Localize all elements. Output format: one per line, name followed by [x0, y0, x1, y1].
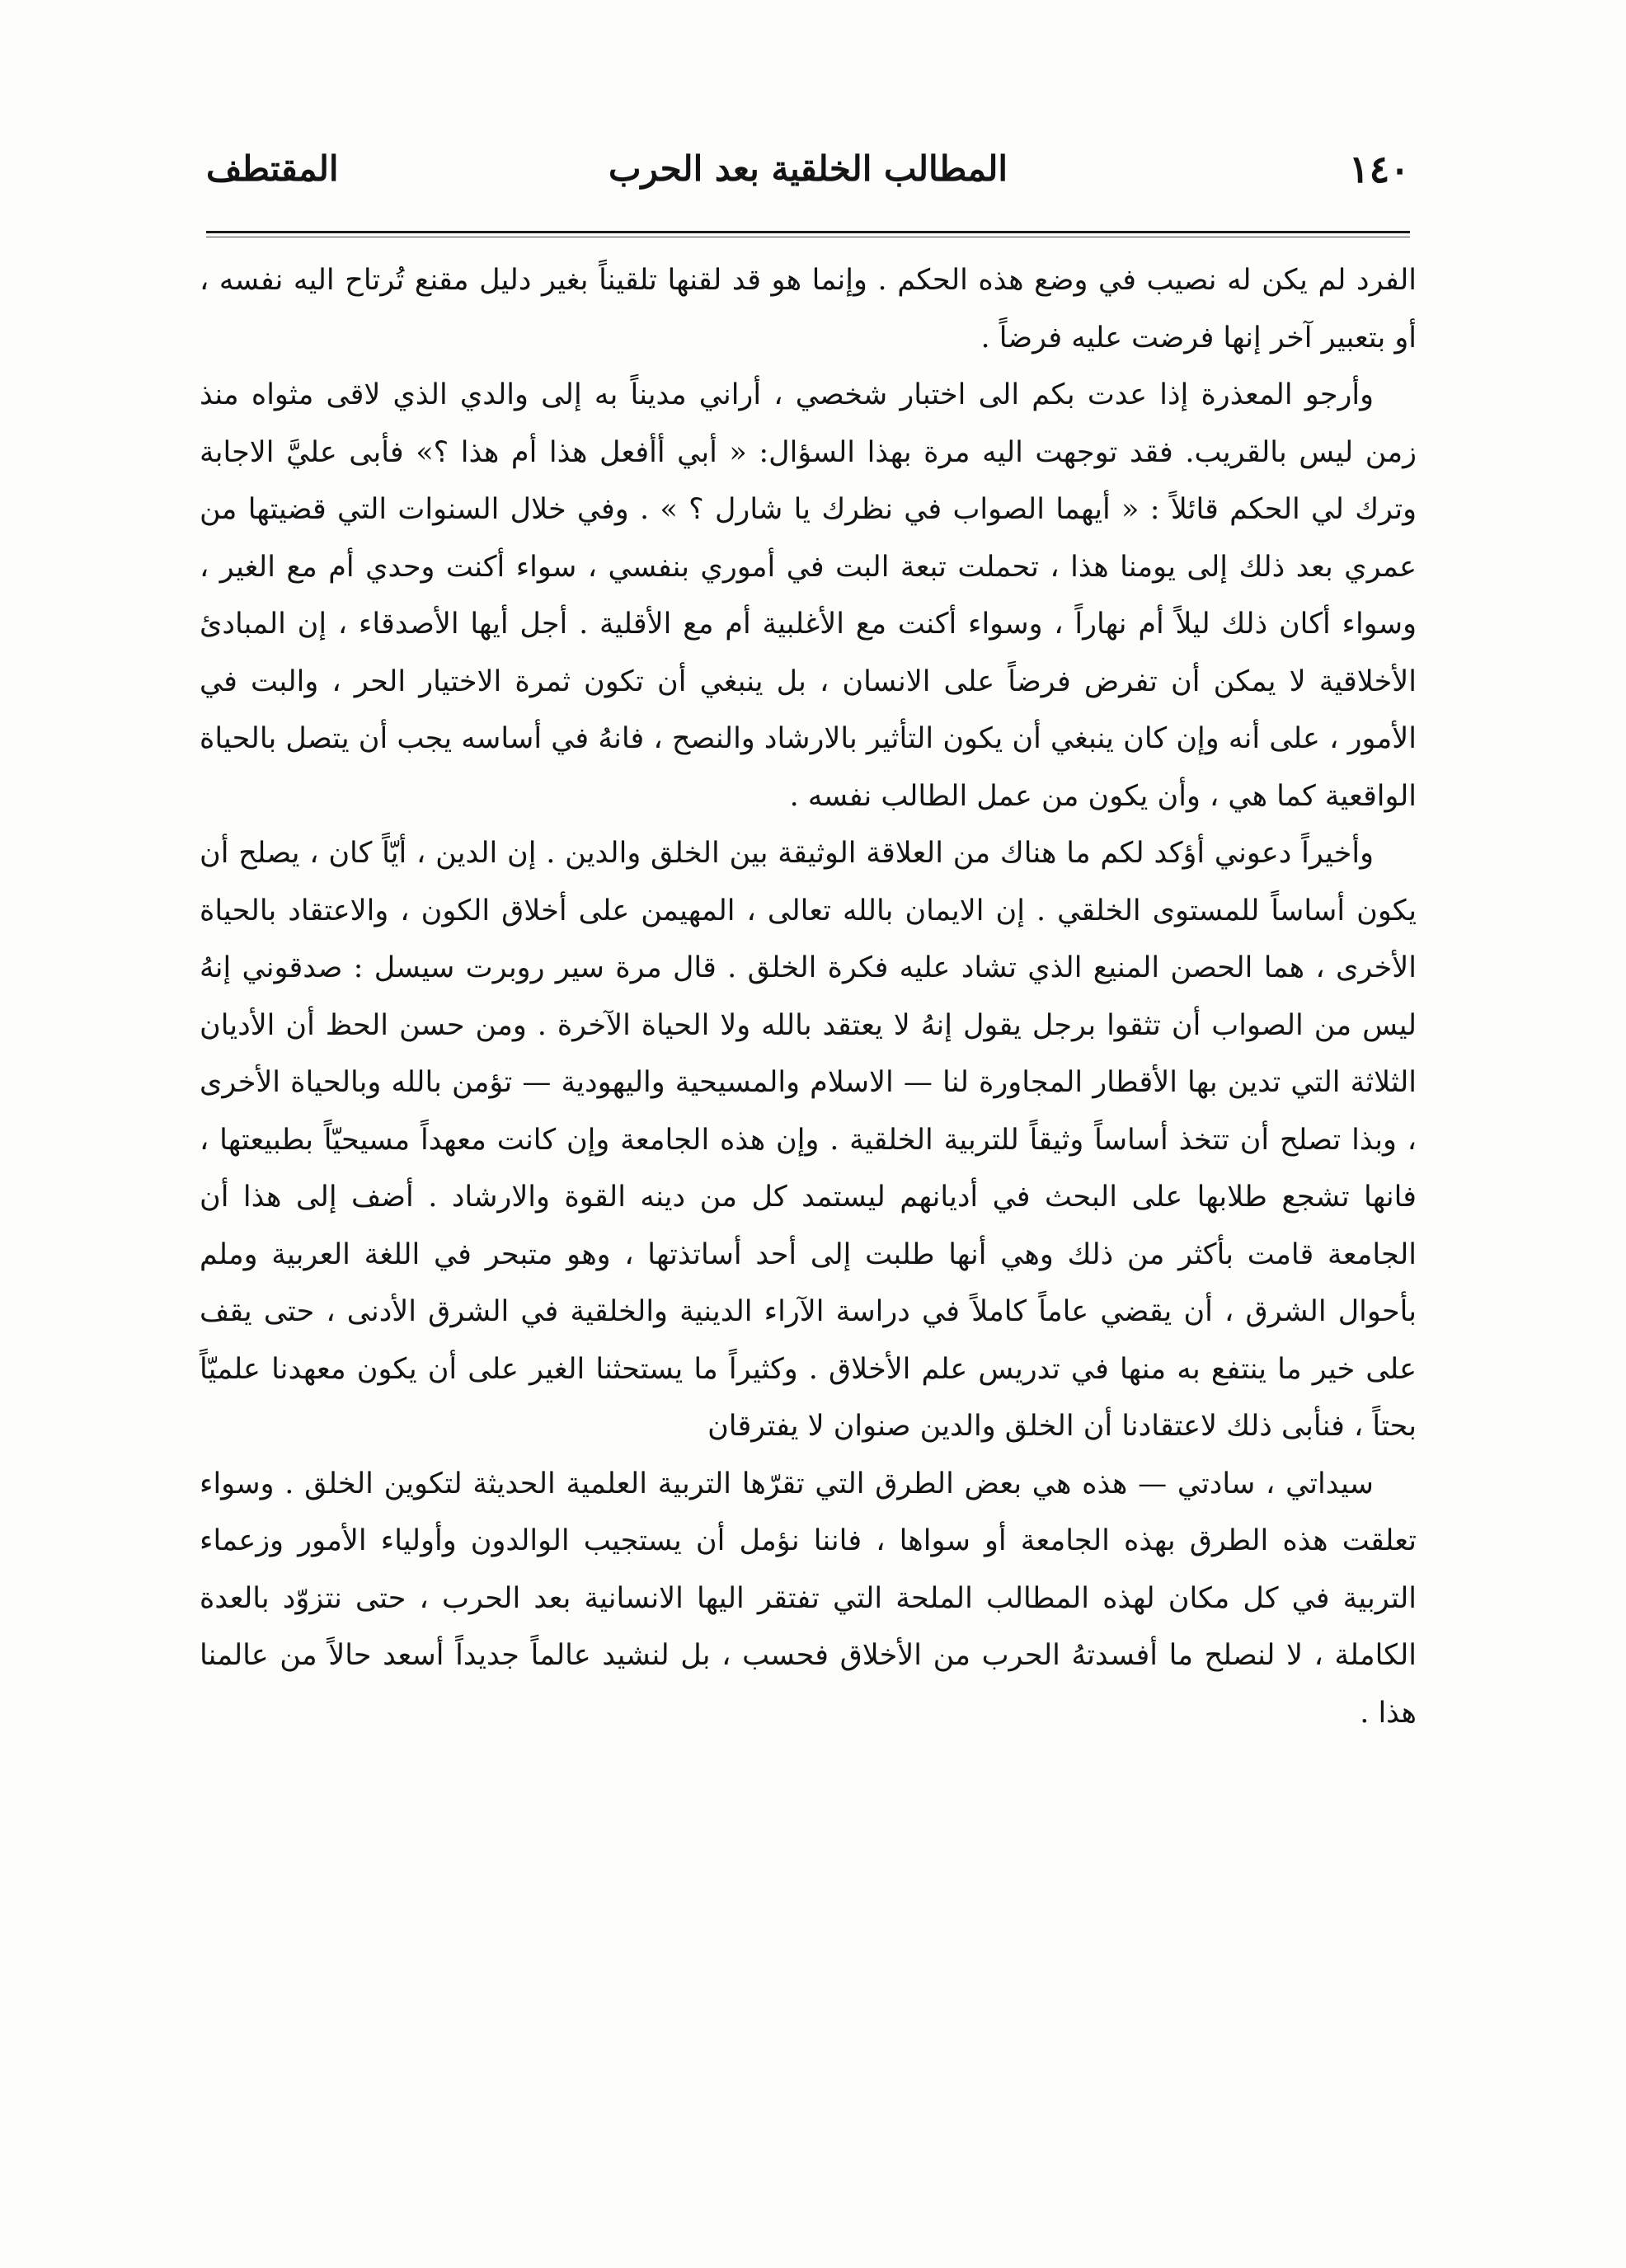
paragraph-1: الفرد لم يكن له نصيب في وضع هذه الحكم . وإنما هو قد لقنها تلقيناً بغير دليل مقنع تُرتاح اليه نفسه ، أو بتعبير آخر إنها فرضت عليه فرضاً .: [200, 264, 1417, 355]
journal-name: المقتطف: [206, 148, 339, 189]
paragraph-4: سيداتي ، سادتي — هذه هي بعض الطرق التي تقرّها التربية العلمية الحديثة لتكوين الخلق . وسواء تعلقت هذه الطرق بهذه الجامعة أو سواها ، فاننا نؤمل أن يستجيب الوالدون وأولياء الأمور وزعماء التربية في كل مكان لهذه المطالب الملحة التي تفتقر اليها الانسانية بعد الحرب ، حتى نتزوّد بالعدة الكاملة ، لا لنصلح ما أفسدتهُ الحرب من الأخلاق فحسب ، بل لنشيد عالماً جديداً أسعد حالاً من عالمنا هذا .: [200, 1467, 1417, 1730]
page-number: ١٤٠: [1348, 147, 1410, 191]
page-header: [206, 147, 1410, 213]
article-body: [200, 252, 1417, 1742]
paragraph-3: وأخيراً دعوني أؤكد لكم ما هناك من العلاقة الوثيقة بين الخلق والدين . إن الدين ، أيّاً كان ، يصلح أن يكون أساساً للمستوى الخلقي . إن الايمان بالله تعالى ، المهيمن على أخلاق الكون ، والاعتقاد بالحياة الأخرى ، هما الحصن المنيع الذي تشاد عليه فكرة الخلق . قال مرة سير روبرت سيسل : صدقوني إنهُ ليس من الصواب أن تثقوا برجل يقول إنهُ لا يعتقد بالله ولا الحياة الآخرة . ومن حسن الحظ أن الأديان الثلاثة التي تدين بها الأقطار المجاورة لنا — الاسلام والمسيحية واليهودية — تؤمن بالله وبالحياة الأخرى ، وبذا تصلح أن تتخذ أساساً وثيقاً للتربية الخلقية . وإن هذه الجامعة وإن كانت معهداً مسيحيّاً بطبيعتها ، فانها تشجع طلابها على البحث في أديانهم ليستمد كل من دينه القوة والارشاد . أضف إلى هذا أن الجامعة قامت بأكثر من ذلك وهي أنها طلبت إلى أحد أساتذتها ، وهو متبحر في اللغة العربية وملم بأحوال الشرق ، أن يقضي عاماً كاملاً في دراسة الآراء الدينية والخلقية في الشرق الأدنى ، حتى يقف على خير ما ينتفع به منها في تدريس علم الأخلاق . وكثيراً ما يستحثنا الغير على أن يكون معهدنا علميّاً بحتاً ، فنأبى ذلك لاعتقادنا أن الخلق والدين صنوان لا يفترقان: [200, 837, 1417, 1443]
paragraph-2: وأرجو المعذرة إذا عدت بكم الى اختبار شخصي ، أراني مديناً به إلى والدي الذي لاقى مثواه منذ زمن ليس بالقريب. فقد توجهت اليه مرة بهذا السؤال: « أبي أأفعل هذا أم هذا ؟» فأبى عليَّ الاجابة وترك لي الحكم قائلاً : « أيهما الصواب في نظرك يا شارل ؟ » . وفي خلال السنوات التي قضيتها من عمري بعد ذلك إلى يومنا هذا ، تحملت تبعة البت في أموري بنفسي ، سواء أكنت وحدي أم مع الغير ، وسواء أكان ذلك ليلاً أم نهاراً ، وسواء أكنت مع الأغلبية أم مع الأقلية . أجل أيها الأصدقاء ، إن المبادئ الأخلاقية لا يمكن أن تفرض فرضاً على الانسان ، بل ينبغي أن تكون ثمرة الاختيار الحر ، والبت في الأمور ، على أنه وإن كان ينبغي أن يكون التأثير بالارشاد والنصح ، فانهُ في أساسه يجب أن يتصل بالحياة الواقعية كما هي ، وأن يكون من عمل الطالب نفسه .: [200, 378, 1417, 813]
running-title: المطالب الخلقية بعد الحرب: [608, 148, 1008, 189]
header-rule: [206, 231, 1410, 233]
